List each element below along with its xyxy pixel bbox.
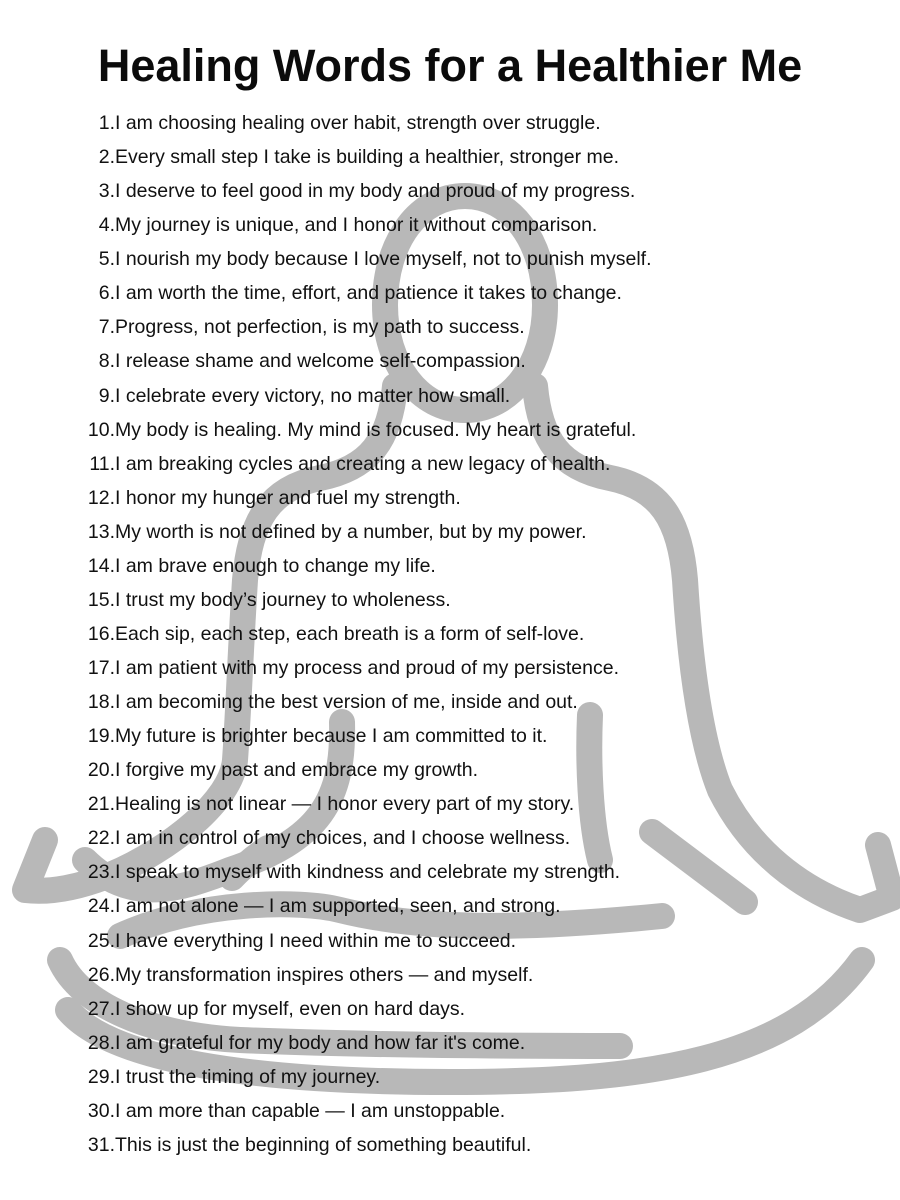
list-item-number: 13.	[87, 520, 115, 543]
list-item-text: I am not alone — I am supported, seen, and strong.	[115, 895, 561, 918]
list-item	[78, 140, 652, 174]
list-item	[78, 958, 652, 992]
list-item	[78, 583, 652, 617]
list-item	[78, 753, 652, 787]
list-item-number: 19.	[87, 725, 115, 748]
list-item	[78, 208, 652, 242]
list-item-text: I am more than capable — I am unstoppable.	[115, 1099, 506, 1122]
list-item-text: I honor my hunger and fuel my strength.	[115, 486, 461, 509]
list-item-text: I am brave enough to change my life.	[115, 554, 436, 577]
list-item-number: 15.	[87, 588, 115, 611]
list-item-number: 9.	[98, 384, 115, 407]
list-item	[78, 1026, 652, 1060]
list-item-text: This is just the beginning of something beautiful.	[115, 1133, 532, 1156]
list-item	[78, 549, 652, 583]
list-item-number: 31.	[87, 1133, 115, 1156]
list-item-text: Healing is not linear — I honor every part of my story.	[115, 793, 575, 816]
list-item	[78, 515, 652, 549]
list-item-text: I trust my body’s journey to wholeness.	[115, 588, 451, 611]
list-item-number: 14.	[87, 554, 115, 577]
list-item-number: 28.	[87, 1031, 115, 1054]
list-item-number: 26.	[87, 963, 115, 986]
list-item-text: I am worth the time, effort, and patience it takes to change.	[115, 282, 622, 305]
list-item-number: 25.	[87, 929, 115, 952]
list-item-text: I am becoming the best version of me, inside and out.	[115, 691, 578, 714]
list-item-number: 3.	[98, 180, 115, 203]
list-item-text: I forgive my past and embrace my growth.	[115, 759, 479, 782]
list-item-number: 23.	[87, 861, 115, 884]
list-item	[78, 787, 652, 821]
list-item	[78, 889, 652, 923]
list-item-text: I nourish my body because I love myself, not to punish myself.	[115, 248, 652, 271]
list-item-number: 22.	[87, 827, 115, 850]
list-item	[78, 1060, 652, 1094]
list-item-number: 20.	[87, 759, 115, 782]
list-item	[78, 310, 652, 344]
list-item	[78, 447, 652, 481]
list-item-text: I am breaking cycles and creating a new legacy of health.	[115, 452, 611, 475]
list-item	[78, 651, 652, 685]
list-item	[78, 174, 652, 208]
list-item-text: I speak to myself with kindness and celebrate my strength.	[115, 861, 621, 884]
list-item	[78, 685, 652, 719]
list-item-text: I celebrate every victory, no matter how small.	[115, 384, 511, 407]
list-item-text: My worth is not defined by a number, but by my power.	[115, 520, 587, 543]
list-item	[78, 924, 652, 958]
list-item-number: 7.	[98, 316, 115, 339]
list-item-text: I show up for myself, even on hard days.	[115, 997, 466, 1020]
list-item	[78, 1094, 652, 1128]
list-item-number: 30.	[87, 1099, 115, 1122]
list-item	[78, 719, 652, 753]
list-item-text: My transformation inspires others — and myself.	[115, 963, 534, 986]
list-item-text: I trust the timing of my journey.	[115, 1065, 381, 1088]
list-item	[78, 276, 652, 310]
list-item-number: 10.	[87, 418, 115, 441]
list-item-text: I have everything I need within me to succeed.	[115, 929, 517, 952]
list-item	[78, 992, 652, 1026]
figure-hand-right	[652, 832, 745, 902]
list-item-text: I am choosing healing over habit, strength over struggle.	[115, 112, 601, 135]
list-item-number: 18.	[87, 691, 115, 714]
list-item	[78, 379, 652, 413]
list-item	[78, 106, 652, 140]
list-item-number: 11.	[89, 452, 115, 475]
list-item	[78, 242, 652, 276]
list-item	[78, 617, 652, 651]
list-item	[78, 413, 652, 447]
list-item-text: Each sip, each step, each breath is a form of self-love.	[115, 622, 585, 645]
list-item	[78, 821, 652, 855]
list-item-text: I am grateful for my body and how far it's come.	[115, 1031, 526, 1054]
list-item-text: Progress, not perfection, is my path to success.	[115, 316, 525, 339]
list-item-number: 2.	[98, 146, 115, 169]
list-item	[78, 1128, 652, 1162]
list-item	[78, 855, 652, 889]
list-item-number: 12.	[87, 486, 115, 509]
list-item-number: 24.	[87, 895, 115, 918]
list-item-number: 17.	[87, 657, 115, 680]
list-item-text: My body is healing. My mind is focused. My heart is grateful.	[115, 418, 637, 441]
list-item-text: I am in control of my choices, and I choose wellness.	[115, 827, 571, 850]
list-item-text: My journey is unique, and I honor it without comparison.	[115, 214, 598, 237]
list-item-number: 1.	[98, 112, 115, 135]
list-item-number: 5.	[98, 248, 115, 271]
list-item-number: 29.	[87, 1065, 115, 1088]
list-item-text: I release shame and welcome self-compassion.	[115, 350, 526, 373]
list-item	[78, 344, 652, 378]
list-item-text: Every small step I take is building a healthier, stronger me.	[115, 146, 619, 169]
list-item-text: I am patient with my process and proud of my persistence.	[115, 657, 619, 680]
list-item-text: I deserve to feel good in my body and proud of my progress.	[115, 180, 636, 203]
list-item-number: 21.	[87, 793, 115, 816]
list-item-text: My future is brighter because I am committed to it.	[115, 725, 548, 748]
list-item-number: 16.	[87, 622, 115, 645]
list-item-number: 4.	[98, 214, 115, 237]
page-title: Healing Words for a Healthier Me	[97, 40, 803, 91]
list-item-number: 27.	[87, 997, 115, 1020]
list-item-number: 8.	[98, 350, 115, 373]
list-item	[78, 481, 652, 515]
list-item-number: 6.	[98, 282, 115, 305]
affirmation-list	[78, 106, 652, 1162]
